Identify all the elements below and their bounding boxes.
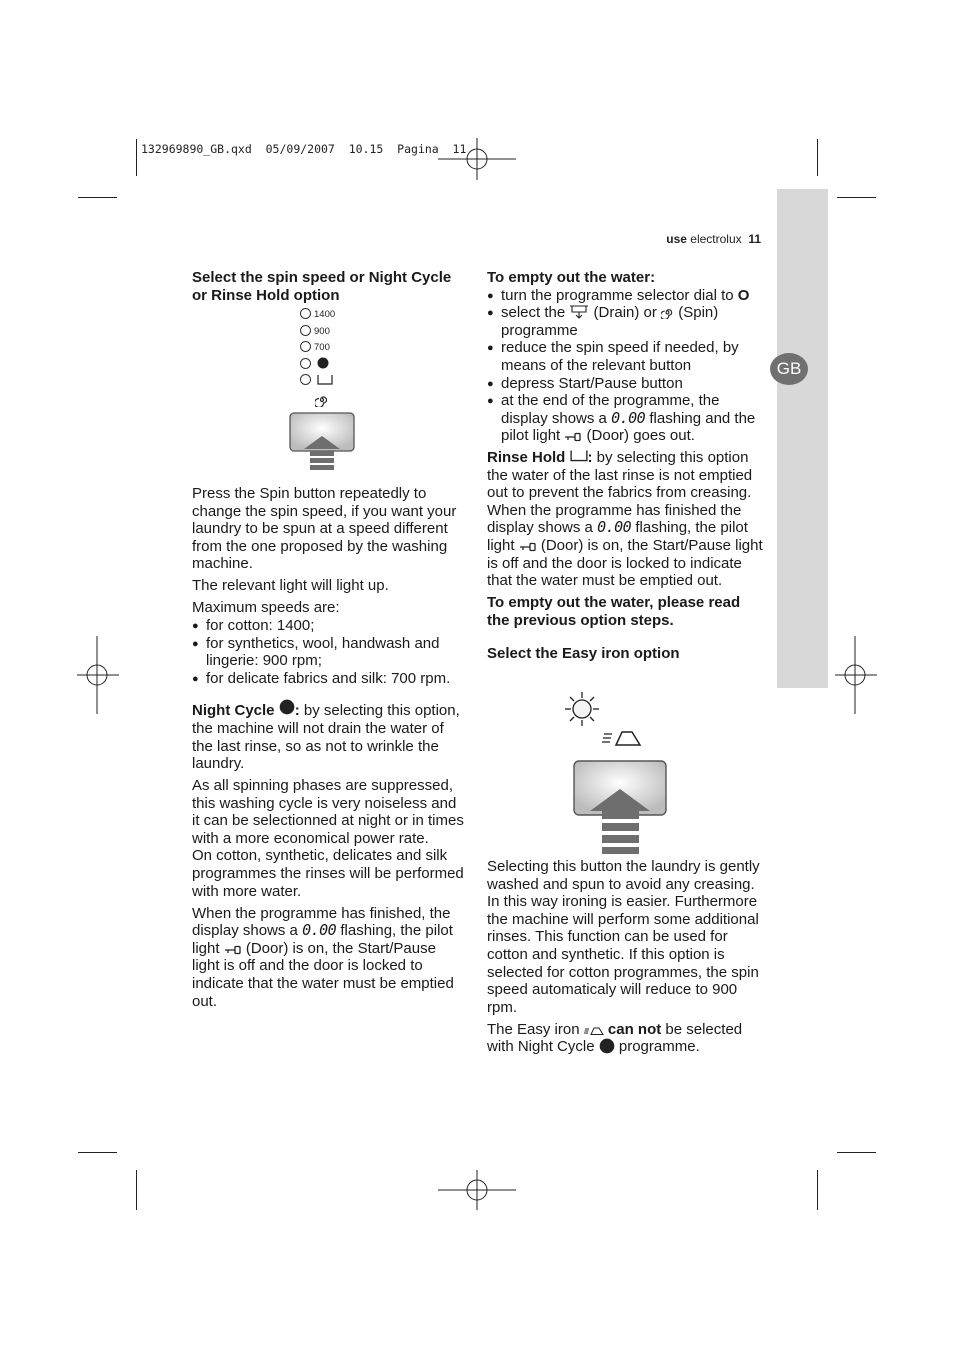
list-item: ● turn the programme selector dial to O bbox=[487, 287, 763, 305]
header-brand: electrolux bbox=[690, 232, 742, 246]
language-tab bbox=[777, 189, 828, 688]
registration-mark-icon bbox=[77, 636, 119, 714]
empty-water-heading: To empty out the water: bbox=[487, 269, 656, 286]
list-item: ● select the (Drain) or (Spin) programme bbox=[487, 304, 763, 339]
page-number: 11 bbox=[748, 232, 761, 246]
crop-mark bbox=[136, 139, 137, 176]
night-cycle-icon bbox=[317, 357, 329, 369]
crop-mark bbox=[817, 1170, 818, 1210]
easy-iron-heading: Select the Easy iron option bbox=[487, 645, 680, 663]
paragraph: Press the Spin button repeatedly to change the spin speed, if you want your laundry to be spun at a speed different from the one proposed by the washing machine. bbox=[192, 485, 457, 573]
header-section: use bbox=[666, 232, 687, 246]
registration-mark-icon bbox=[438, 1170, 516, 1210]
list-item: ● for synthetics, wool, handwash and lingerie: 900 rpm; bbox=[192, 635, 467, 670]
display-value: 0.00 bbox=[611, 408, 646, 427]
running-header bbox=[560, 232, 761, 246]
paragraph: The Easy iron can not be selected with Night Cycle programme. bbox=[487, 1020, 743, 1056]
list-item: ● depress Start/Pause button bbox=[487, 375, 763, 393]
list-item: ● for delicate fabrics and silk: 700 rpm. bbox=[192, 670, 467, 688]
spin-icon bbox=[661, 306, 674, 319]
speed-option-700: 700 bbox=[300, 341, 330, 353]
spin-icon bbox=[315, 393, 329, 407]
paragraph: Selecting this button the laundry is gently washed and spun to avoid any creasing. In this way ironing is easier. Furthermore the machine will perform some additional rinses. This function can be used for cotton and synthetic. If this option is selected for cotton programmes, the spin speed automaticaly will reduce to 900 rpm. bbox=[487, 858, 760, 1016]
spin-button-icon bbox=[288, 411, 356, 471]
crop-mark bbox=[837, 1152, 876, 1153]
max-speeds-list bbox=[192, 617, 467, 687]
night-cycle-icon bbox=[279, 699, 295, 715]
indicator-light-icon bbox=[300, 308, 311, 319]
night-cycle-paragraph: Night Cycle : by selecting this option, the machine will not drain the water of the last rinse, so as not to wrinkle the laundry. bbox=[192, 699, 467, 772]
indicator-light-icon bbox=[300, 325, 311, 336]
easy-iron-body bbox=[487, 858, 765, 1060]
paragraph: When the programme has finished, the display shows a 0.00 flashing, the pilot light (Door) is on, the Start/Pause light is off and the door is locked to indicate that the water must be emptied out. bbox=[192, 904, 454, 1010]
paragraph: On cotton, synthetic, delicates and silk programmes the rinses will be performed with more water. bbox=[192, 847, 464, 900]
paragraph: As all spinning phases are suppressed, this washing cycle is very noiseless and it can be selectionned at night or in times with a more economical power rate. bbox=[192, 777, 464, 847]
indicator-light-icon bbox=[300, 341, 311, 352]
left-column-body bbox=[192, 485, 467, 1015]
easy-iron-icon bbox=[584, 1026, 604, 1036]
crop-mark bbox=[817, 139, 818, 176]
list-item: ● for cotton: 1400; bbox=[192, 617, 467, 635]
display-value: 0.00 bbox=[597, 518, 632, 537]
list-item: ● reduce the spin speed if needed, by means of the relevant button bbox=[487, 339, 763, 374]
list-item: ● at the end of the programme, the display shows a 0.00 flashing and the pilot light (Door) goes out. bbox=[487, 392, 763, 445]
print-slug: 132969890_GB.qxd 05/09/2007 10.15 Pagina 11 bbox=[141, 142, 467, 156]
registration-mark-icon bbox=[835, 636, 877, 714]
indicator-light-icon bbox=[300, 374, 311, 385]
door-key-icon bbox=[564, 432, 582, 442]
indicator-light-icon bbox=[300, 358, 311, 369]
easy-iron-icon bbox=[602, 729, 642, 747]
indicator-light-on-icon bbox=[563, 690, 601, 728]
paragraph: Maximum speeds are: bbox=[192, 599, 340, 617]
empty-water-steps bbox=[487, 287, 763, 445]
easy-iron-button-icon bbox=[572, 759, 668, 855]
night-cycle-option bbox=[300, 357, 329, 370]
door-key-icon bbox=[519, 542, 537, 552]
crop-mark bbox=[136, 1170, 137, 1210]
rinse-hold-icon bbox=[317, 374, 333, 385]
rinse-hold-option bbox=[300, 374, 333, 386]
language-tab-label: GB bbox=[770, 353, 808, 385]
rinse-hold-title: Rinse Hold bbox=[487, 448, 566, 466]
rinse-hold-icon bbox=[570, 449, 588, 462]
crop-mark bbox=[78, 197, 117, 198]
rinse-hold-paragraph: Rinse Hold : by selecting this option the water of the last rinse is not emptied out to prevent the fabrics from creasing. When the programme has finished the display shows a 0.00 flashing, the pilot light (Door) is on, the Start/Pause light is off and the door is locked to indicate that the water must be emptied out. bbox=[487, 448, 763, 590]
night-cycle-icon bbox=[599, 1038, 615, 1054]
paragraph: The relevant light will light up. bbox=[192, 577, 389, 595]
night-cycle-title: Night Cycle bbox=[192, 702, 275, 720]
door-key-icon bbox=[224, 945, 242, 955]
display-value: 0.00 bbox=[302, 921, 337, 940]
speed-option-1400: 1400 bbox=[300, 308, 335, 320]
spin-section-heading: Select the spin speed or Night Cycle or Rinse Hold option bbox=[192, 269, 452, 304]
speed-option-900: 900 bbox=[300, 325, 330, 337]
crop-mark bbox=[78, 1152, 117, 1153]
crop-mark bbox=[837, 197, 876, 198]
drain-icon bbox=[569, 305, 589, 319]
empty-water-note: To empty out the water, please read the previous option steps. bbox=[487, 594, 741, 629]
right-column-body bbox=[487, 269, 763, 667]
